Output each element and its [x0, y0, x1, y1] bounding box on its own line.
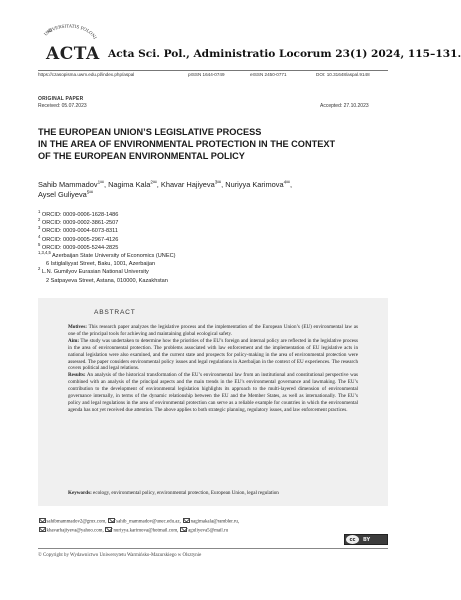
- orcid-num: 5: [38, 241, 41, 247]
- journal-title: Acta Sci. Pol., Administratio Locorum 23(1) 2024, 115–131.: [108, 48, 461, 60]
- orcid-text: ORCID: 0009-0005-5244-2825: [40, 244, 119, 251]
- author-name: Nagima Kala: [108, 180, 151, 189]
- paper-type-block: [38, 96, 87, 109]
- orcid-item[interactable]: [38, 227, 118, 235]
- section-text: An analysis of the historical transformation of the EU’s environmental law from an institutional and constitutional perspective was combined with an analysis of the principal aspects and the main trends in the EU’s environmental governance and lawmaking. The EU’s contribution to the development of environmental legislation highlights its approach to the multi-layered dimension of environmental governance internally, in terms of the dynamic relationship between the EU and the Member States, as well as internationally. The EU’s policy and legal regulations in the area of environmental protection can serve as a reliable example for countries in which the environmental agenda has not yet received due attention. The above applies to both strategic planning, regulatory issues, and law enforcement practices.: [68, 372, 358, 413]
- section-text: This research paper analyzes the legislative process and the implementation of the European Union’s (EU) environmental law as one of the principal tools for achieving and maintaining global ecological safety.: [68, 324, 358, 337]
- author-name: Aysel Guliyeva: [38, 190, 87, 199]
- affiliation-address: 6 Istiglaliyyat Street, Baku, 1001, Azerbaijan: [46, 261, 156, 268]
- doi-link[interactable]: DOI: 10.31648/aspal.9148: [316, 72, 370, 77]
- affiliation-line: [38, 252, 175, 260]
- journal-logo: [38, 20, 100, 72]
- orcid-text: ORCID: 0009-0005-2967-4126: [40, 236, 119, 243]
- orcid-item[interactable]: [38, 233, 119, 244]
- mail-icon: [39, 527, 46, 532]
- orcid-item[interactable]: [38, 211, 118, 219]
- affiliation-line: [38, 268, 175, 276]
- author-sep: ,: [103, 180, 109, 189]
- orcid-num: 1: [38, 209, 41, 215]
- logo-arc-icon: [38, 20, 100, 40]
- author-sup: 1✉: [97, 179, 104, 185]
- orcid-item[interactable]: [38, 219, 118, 227]
- orcid-text: ORCID: 0009-0004-6073-8311: [40, 228, 118, 235]
- section-label: Results:: [68, 372, 86, 379]
- pissn: pISSN 1644-0749: [188, 72, 225, 77]
- by-label: BY: [363, 536, 371, 543]
- affiliation-address: 2 Satpayeva Street, Astana, 010000, Kazakhstan: [46, 277, 168, 284]
- svg-text:UNIVERSITATIS POLONIAE: UNIVERSITATIS POLONI: [43, 23, 98, 40]
- orcid-list: [38, 211, 118, 252]
- author-sup: 5✉: [86, 189, 94, 195]
- email-row: [38, 527, 388, 536]
- email-link[interactable]: sahib_mammadov@unec.edu.az,: [116, 519, 181, 525]
- section-label: Motives:: [68, 324, 87, 330]
- affiliation-list: [38, 252, 175, 285]
- mail-icon: [108, 518, 115, 523]
- email-link[interactable]: nuriyya.karimova@hotmail.com,: [113, 528, 179, 533]
- author-name: Sahib Mammadov: [38, 180, 98, 189]
- author-list: [38, 180, 398, 200]
- title-line: THE EUROPEAN UNION’S LEGISLATIVE PROCESS: [38, 127, 262, 137]
- logo-text: ACTA: [46, 44, 100, 64]
- affiliation-num: 2: [38, 266, 41, 272]
- email-link[interactable]: nagimakala@rambler.ru,: [190, 519, 240, 525]
- accepted-date: Accepted: 27.10.2023: [320, 102, 369, 109]
- email-link[interactable]: aguliyeva5@mail.ru: [188, 528, 229, 533]
- orcid-num: 4: [38, 233, 41, 239]
- footer-divider: [38, 548, 388, 549]
- received-date: Received: 05.07.2023: [38, 102, 87, 109]
- email-link[interactable]: khavarhajiyeva@yahoo.com,: [46, 528, 104, 533]
- paper-type: ORIGINAL PAPER: [38, 96, 84, 102]
- cc-icon: cc: [346, 535, 359, 544]
- mail-icon: [39, 518, 46, 523]
- section-label: Aim:: [68, 337, 80, 344]
- keywords-text: ecology, environmental policy, environmental protection, European Union, legal regulation: [91, 490, 279, 496]
- eissn: eISSN 2450-0771: [250, 72, 287, 77]
- abstract-section: [68, 324, 358, 338]
- mail-icon: [183, 518, 190, 523]
- abstract-body: [68, 324, 358, 414]
- header-divider: [38, 70, 388, 71]
- copyright: © Copyright by Wydawnictwo Uniwersytetu Warmińsko-Mazurskiego w Olsztynie: [38, 553, 202, 558]
- author-sup: 3✉: [214, 179, 222, 185]
- abstract-section: [68, 372, 358, 413]
- title-line: IN THE AREA OF ENVIRONMENTAL PROTECTION IN THE CONTEXT: [38, 139, 336, 149]
- title-line: OF THE EUROPEAN ENVIRONMENTAL POLICY: [38, 151, 245, 161]
- email-row: [38, 518, 388, 527]
- orcid-num: 3: [38, 225, 41, 231]
- journal-url-link[interactable]: https://czasopisma.uwm.edu.pl/index.php/aspal: [38, 72, 135, 77]
- author-sup: 4✉: [283, 179, 290, 185]
- cc-by-license-badge[interactable]: [344, 534, 388, 545]
- mail-icon: [105, 527, 112, 532]
- orcid-text: ORCID: 0009-0002-3861-2507: [40, 220, 119, 227]
- keywords: [68, 490, 368, 497]
- orcid-text: ORCID: 0009-0006-1628-1486: [40, 212, 119, 218]
- mail-icon: [180, 527, 187, 532]
- author-name: Khavar Hajiyeva: [160, 180, 215, 189]
- author-name: Nuriyya Karimova: [225, 180, 284, 189]
- affiliation-name: L.N. Gumilyov Eurasian National University: [40, 269, 149, 276]
- author-sep: ,: [156, 180, 161, 189]
- author-sep: ,: [221, 180, 226, 189]
- abstract-heading: ABSTRACT: [94, 309, 136, 316]
- orcid-num: 2: [38, 217, 41, 223]
- author-sep: ,: [289, 180, 293, 189]
- keywords-label: Keywords:: [68, 490, 92, 496]
- author-line: [38, 190, 398, 200]
- abstract-section: [68, 338, 358, 373]
- author-sup: 2✉: [150, 179, 157, 185]
- affiliation-name: Azerbaijan State University of Economics (UNEC): [50, 253, 176, 259]
- author-line: [38, 180, 398, 190]
- paper-title: [38, 126, 398, 162]
- email-link[interactable]: sahibmammadov2@gmx.com,: [46, 519, 107, 525]
- section-text: The study was undertaken to determine how the priorities of the EU’s foreign and internal policy are reflected in the legislative process in the area of environmental protection. The problems associated with law enforcement and the implementation of EU legislative acts in national legislation were also examined, and the current state and prospects for policy-making in the area of environmental protection were assessed. The paper considers environmental policy issues and legal regulations in Azerbaijan in the context of EU experiences. The research covers political and legal relations.: [68, 337, 358, 372]
- affiliation-num: 1,3,4,5: [38, 250, 51, 256]
- email-list: [38, 518, 388, 535]
